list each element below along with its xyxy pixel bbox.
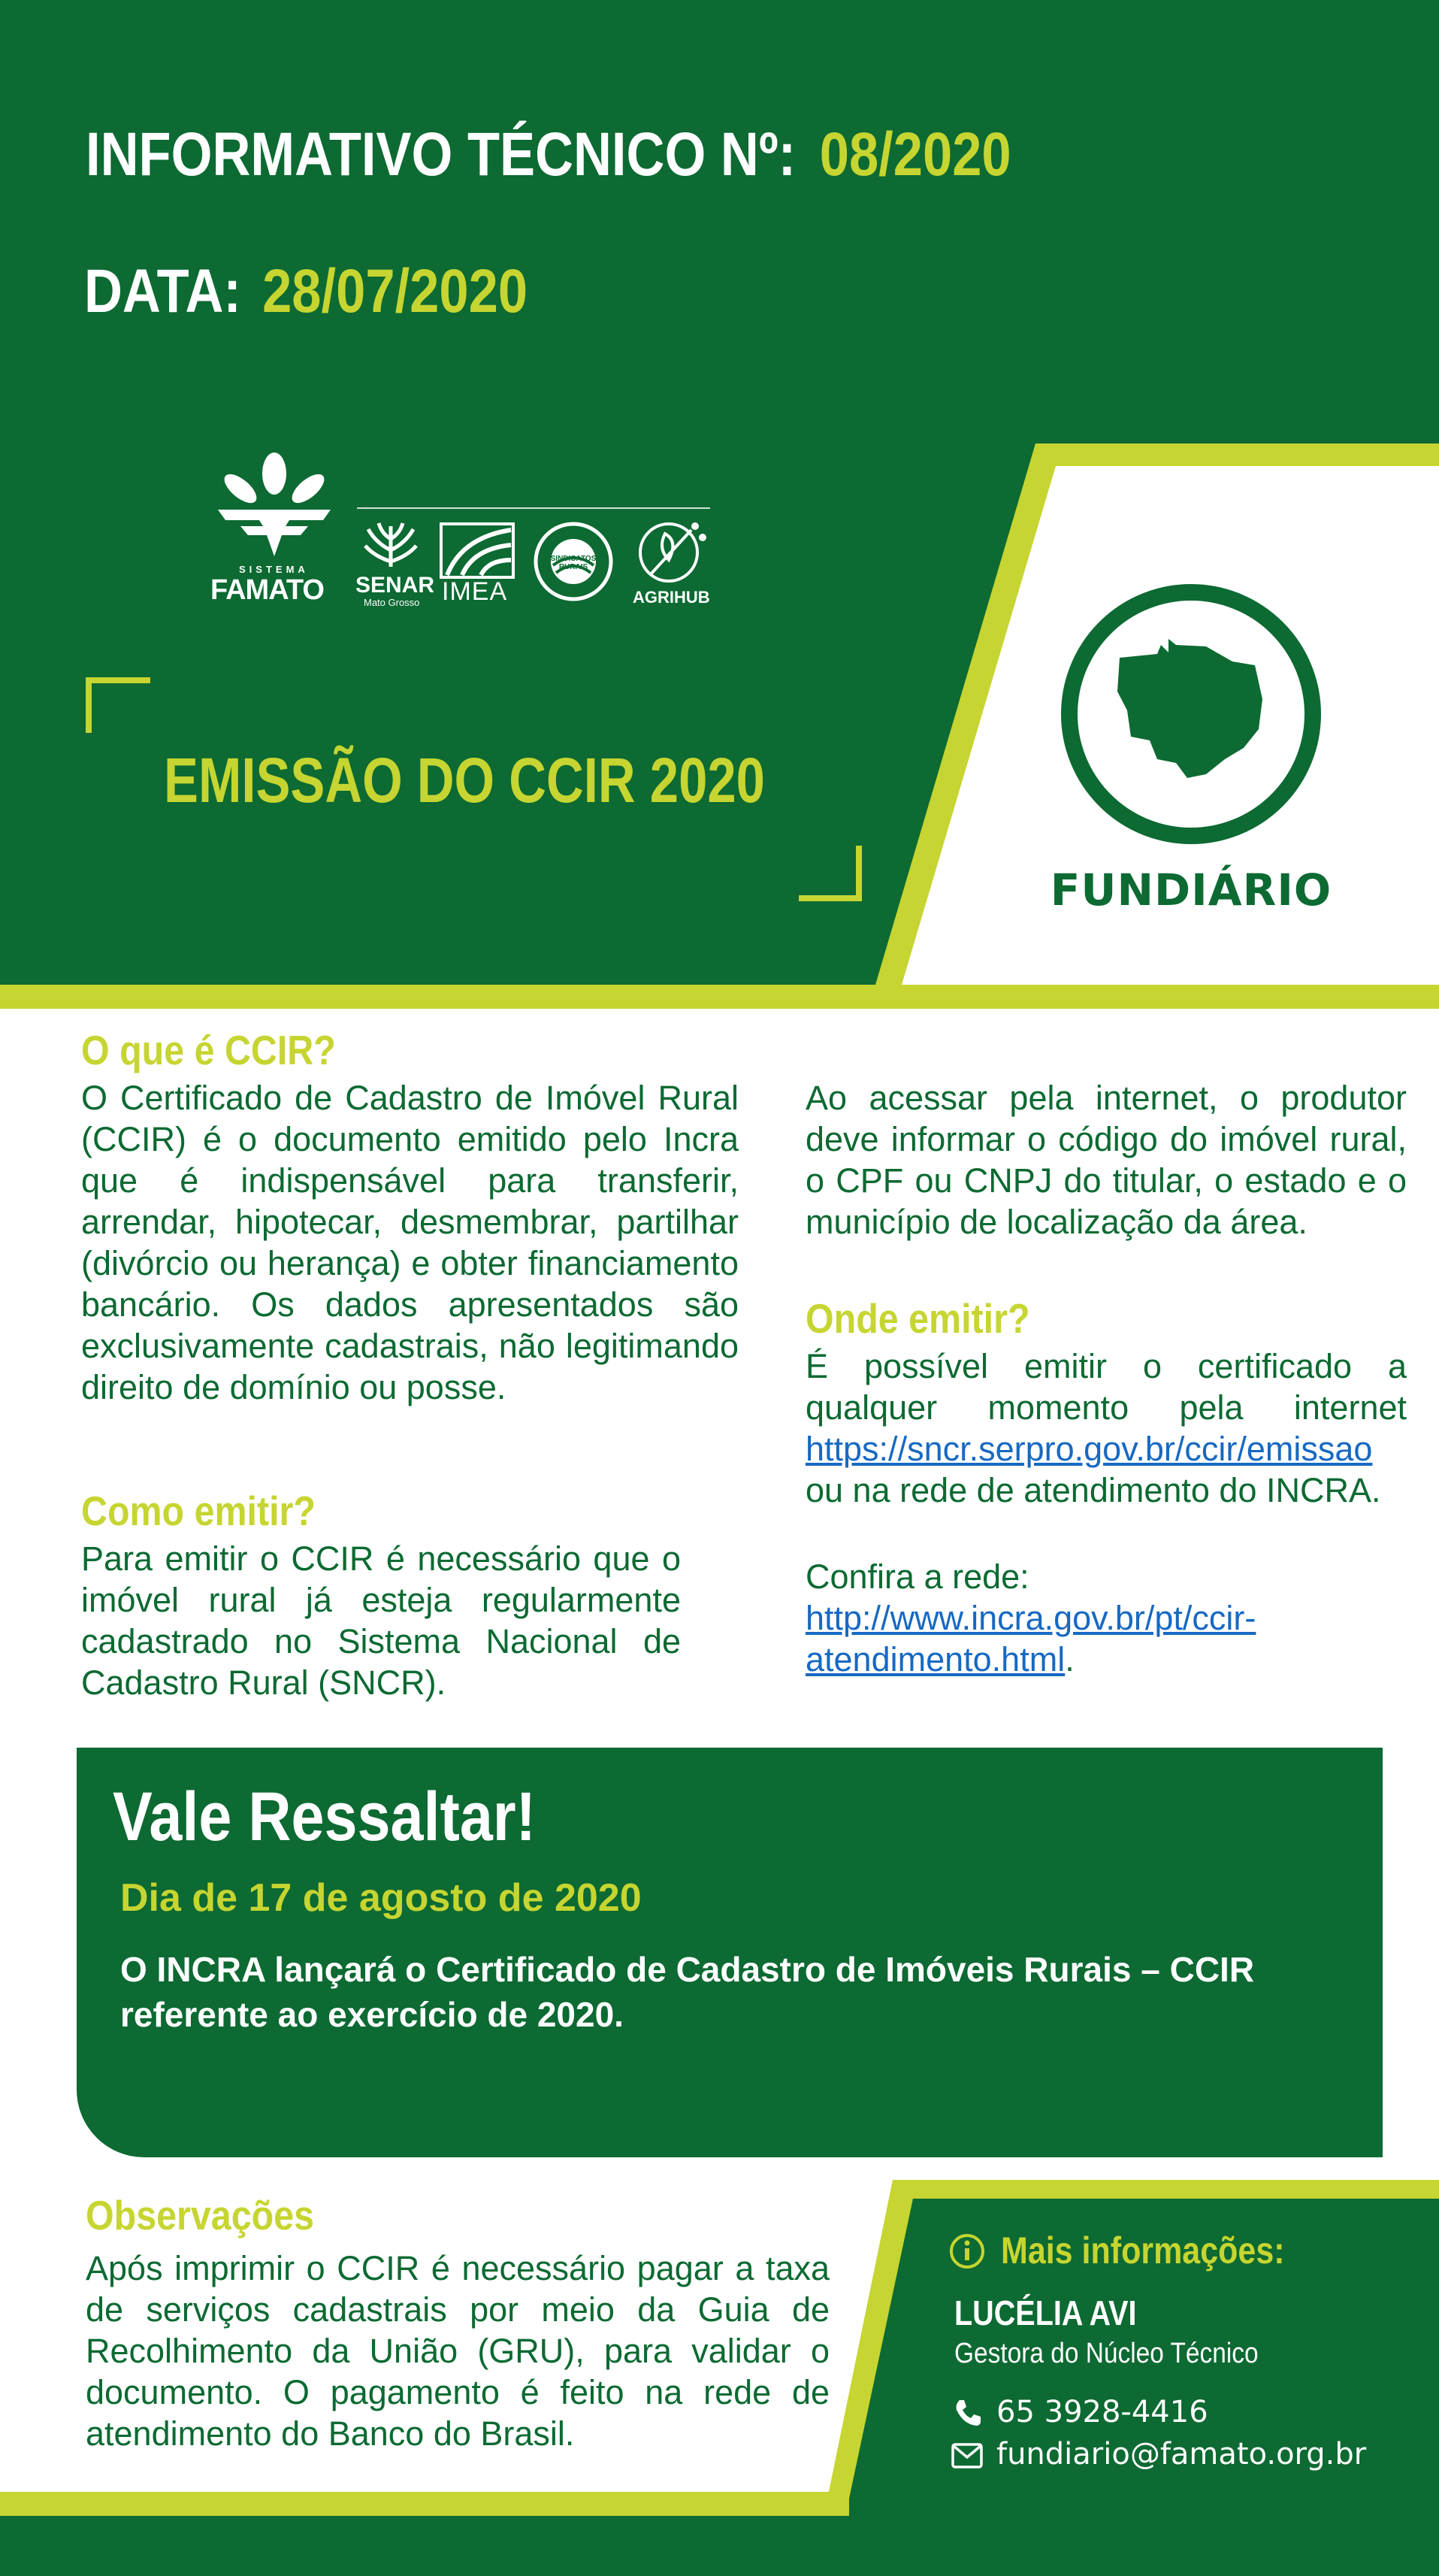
- onde-text: [806, 1346, 1407, 1511]
- date-label: DATA:: [84, 257, 241, 325]
- onde-text-after: ou na rede de atendimento do INCRA.: [806, 1471, 1381, 1509]
- informativo-line: [86, 119, 1011, 190]
- vale-title: Vale Ressaltar!: [113, 1778, 537, 1855]
- incra-link-part2[interactable]: atendimento.html: [806, 1640, 1066, 1678]
- contact-role: Gestora do Núcleo Técnico: [954, 2338, 1259, 2369]
- sncr-link[interactable]: https://sncr.serpro.gov.br/ccir/emissao: [806, 1430, 1373, 1468]
- contact-name: LUCÉLIA AVI: [954, 2293, 1137, 2332]
- date-line: [84, 256, 528, 327]
- sindicatos-text: SINDICATOS RURAIS: [550, 555, 597, 571]
- confira-block: [806, 1556, 1407, 1680]
- incra-link-wrapper-2: [806, 1639, 1407, 1680]
- incra-link-wrapper: [806, 1597, 1407, 1639]
- famato-logo-icon: [210, 451, 338, 564]
- mato-grosso-map-icon: [1117, 639, 1262, 778]
- logos-row: [210, 451, 721, 616]
- info-icon: [948, 2232, 986, 2270]
- informativo-label: INFORMATIVO TÉCNICO Nº:: [86, 120, 797, 189]
- imea-text: IMEA: [442, 577, 508, 606]
- famato-text: FAMATO: [210, 574, 324, 606]
- contact-title: Mais informações:: [1001, 2229, 1285, 2272]
- date-value: 28/07/2020: [262, 257, 528, 325]
- senar-logo-icon: [361, 520, 421, 574]
- senar-text: SENAR: [355, 573, 435, 598]
- onde-heading: Onde emitir?: [806, 1295, 1030, 1342]
- vale-date: Dia de 17 de agosto de 2020: [120, 1876, 642, 1920]
- como-text: Para emitir o CCIR é necessário que o imóvel rural já esteja regularmente cadastrado no Sistema Nacional de Cadastro Rural (SNCR).: [81, 1539, 681, 1702]
- incra-link-period: .: [1065, 1640, 1075, 1678]
- email-icon: [951, 2443, 983, 2469]
- vale-text: O INCRA lançará o Certificado de Cadastro de Imóveis Rurais – CCIR referente ao exercício de 2020.: [120, 1950, 1255, 2034]
- contact-phone: 65 3928-4416: [996, 2395, 1208, 2429]
- category-label: FUNDIÁRIO: [1050, 864, 1332, 916]
- acesso-text: Ao acessar pela internet, o produtor deve informar o código do imóvel rural, o CPF ou CNPJ do titular, o estado e o município de localização da área.: [806, 1079, 1407, 1241]
- oque-heading: O que é CCIR?: [81, 1027, 336, 1073]
- famato-small-text: SISTEMA: [239, 564, 309, 575]
- logo-divider: [357, 507, 710, 509]
- fundiario-emblem: [1056, 579, 1326, 849]
- oque-text: O Certificado de Cadastro de Imóvel Rural (CCIR) é o documento emitido pelo Incra que é indispensável para transferir, arrendar, hipotecar, desmembrar, partilhar (divórcio ou herança) e obter financiamento bancário. Os dados apresentados são exclusivamente cadastrais, não legitimando direito de domínio ou posse.: [81, 1079, 739, 1406]
- banner-title: EMISSÃO DO CCIR 2020: [164, 745, 765, 816]
- onde-text-before: É possível emitir o certificado a qualquer momento pela internet: [806, 1347, 1407, 1427]
- contact-email[interactable]: fundiario@famato.org.br: [996, 2437, 1367, 2472]
- senar-sub-text: Mato Grosso: [364, 597, 420, 608]
- confira-label: Confira a rede:: [806, 1557, 1029, 1596]
- imea-logo-icon: [440, 522, 515, 579]
- observacoes-text: Após imprimir o CCIR é necessário pagar a taxa de serviços cadastrais por meio da Guia de Recolhimento da União (GRU), para validar o documento. O pagamento é feito na rede de atendimento do Banco do Brasil.: [86, 2249, 830, 2453]
- observacoes-heading: Observações: [86, 2192, 315, 2238]
- agrihub-text: AGRIHUB: [633, 588, 710, 607]
- phone-icon: [953, 2398, 983, 2428]
- incra-link-part1[interactable]: http://www.incra.gov.br/pt/ccir-: [806, 1599, 1256, 1637]
- agrihub-logo-icon: [635, 515, 710, 586]
- como-heading: Como emitir?: [81, 1488, 316, 1534]
- informativo-number: 08/2020: [819, 120, 1011, 189]
